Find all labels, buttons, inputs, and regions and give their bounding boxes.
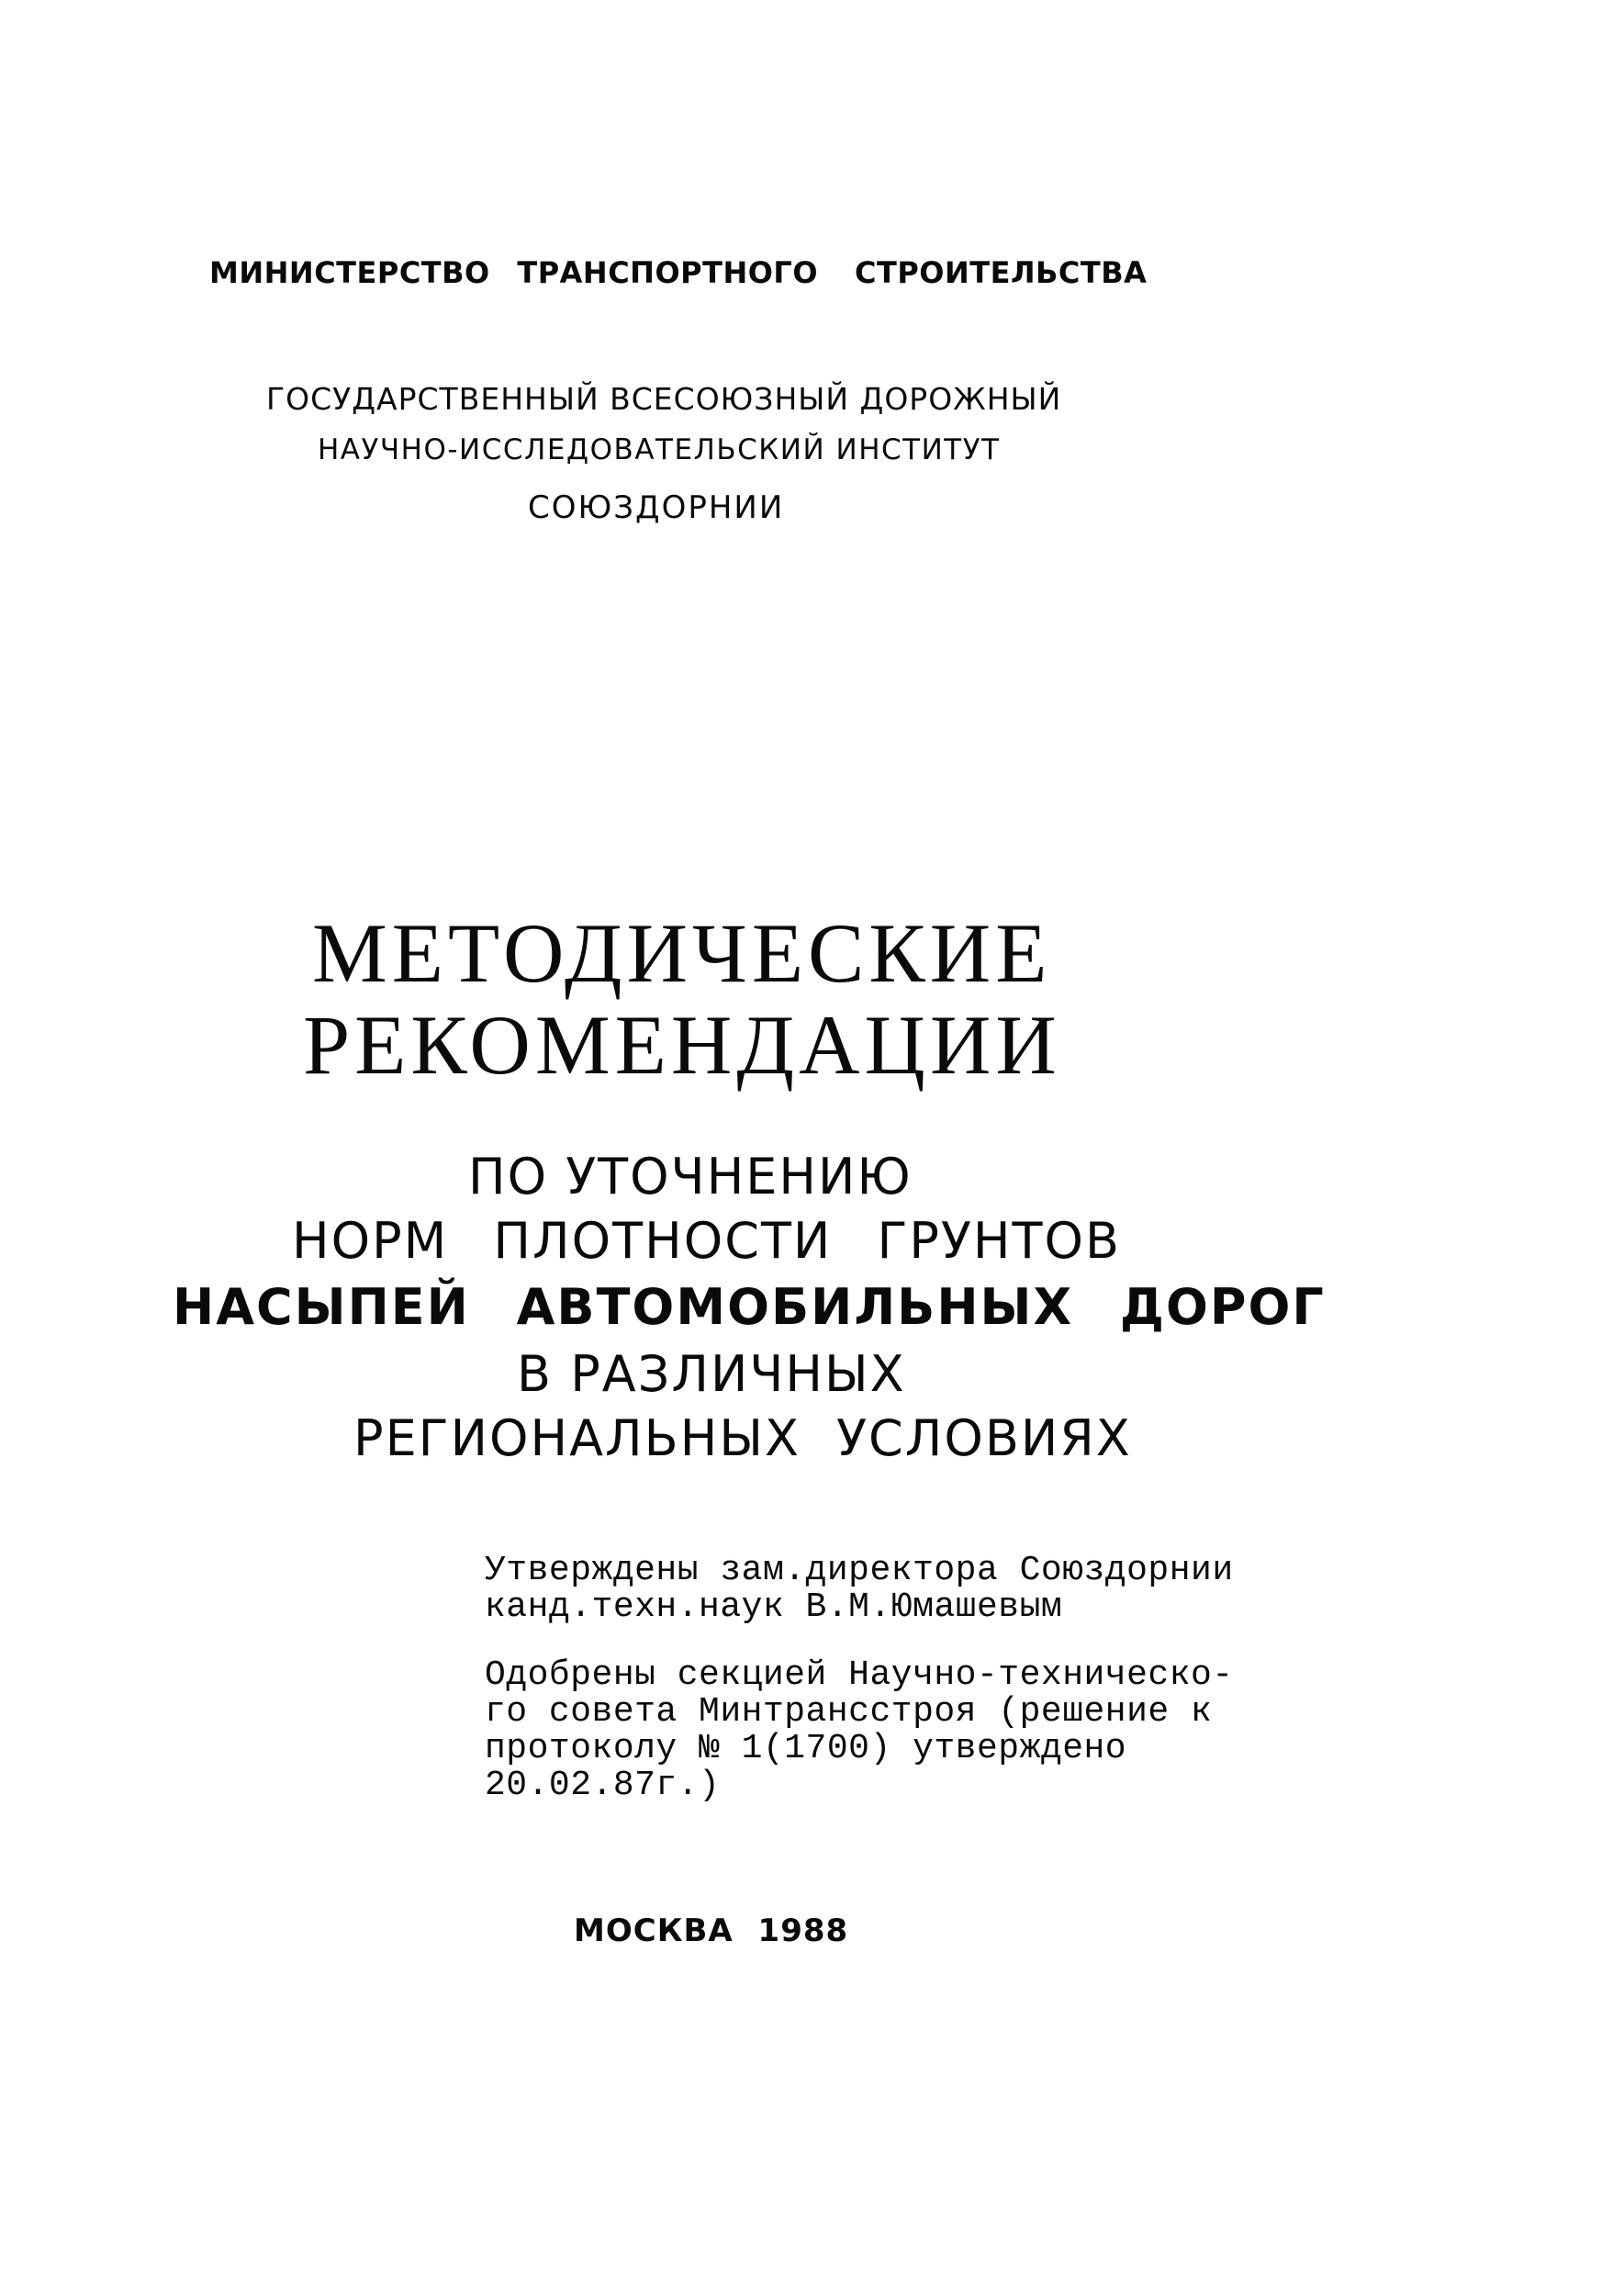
ministry-name-part1: МИНИСТЕРСТВО ТРАНСПОРТНОГО xyxy=(209,255,819,290)
ministry-name-part2: СТРОИТЕЛЬСТВА xyxy=(855,255,1148,290)
subtitle-line-1: ПО УТОЧНЕНИЮ xyxy=(468,1148,913,1206)
ministry-header xyxy=(209,255,1147,290)
subtitle-line-3: НАСЫПЕЙ АВТОМОБИЛЬНЫХ ДОРОГ xyxy=(173,1278,1326,1336)
institute-line-2: НАУЧНО-ИССЛЕДОВАТЕЛЬСКИЙ ИНСТИТУТ xyxy=(318,433,1001,466)
city-year: МОСКВА 1988 xyxy=(574,1912,849,1949)
approval-note-line-2: канд.техн.наук В.М.Юмашевым xyxy=(485,1587,1063,1627)
institute-line-1: ГОСУДАРСТВЕННЫЙ ВСЕСОЮЗНЫЙ ДОРОЖНЫЙ xyxy=(266,381,1062,417)
endorsement-note-line-3: протоколу № 1(1700) утверждено xyxy=(485,1729,1127,1768)
document-title-line-1: МЕТОДИЧЕСКИЕ xyxy=(312,906,1052,1000)
document-title-line-2: РЕКОМЕНДАЦИИ xyxy=(303,998,1061,1092)
endorsement-note-line-2: го совета Минтрансстроя (решение к xyxy=(485,1692,1213,1732)
subtitle-line-2: НОРМ ПЛОТНОСТИ ГРУНТОВ xyxy=(292,1212,1122,1270)
endorsement-note-line-1: Одобрены секцией Научно-техническо- xyxy=(485,1655,1234,1695)
endorsement-note-line-4: 20.02.87г.) xyxy=(485,1766,721,1805)
subtitle-line-5: РЕГИОНАЛЬНЫХ УСЛОВИЯХ xyxy=(353,1409,1132,1467)
subtitle-line-4: В РАЗЛИЧНЫХ xyxy=(517,1345,906,1403)
approval-note-line-1: Утверждены зам.директора Союздорнии xyxy=(485,1551,1234,1590)
institute-abbreviation: СОЮЗДОРНИИ xyxy=(528,489,785,526)
